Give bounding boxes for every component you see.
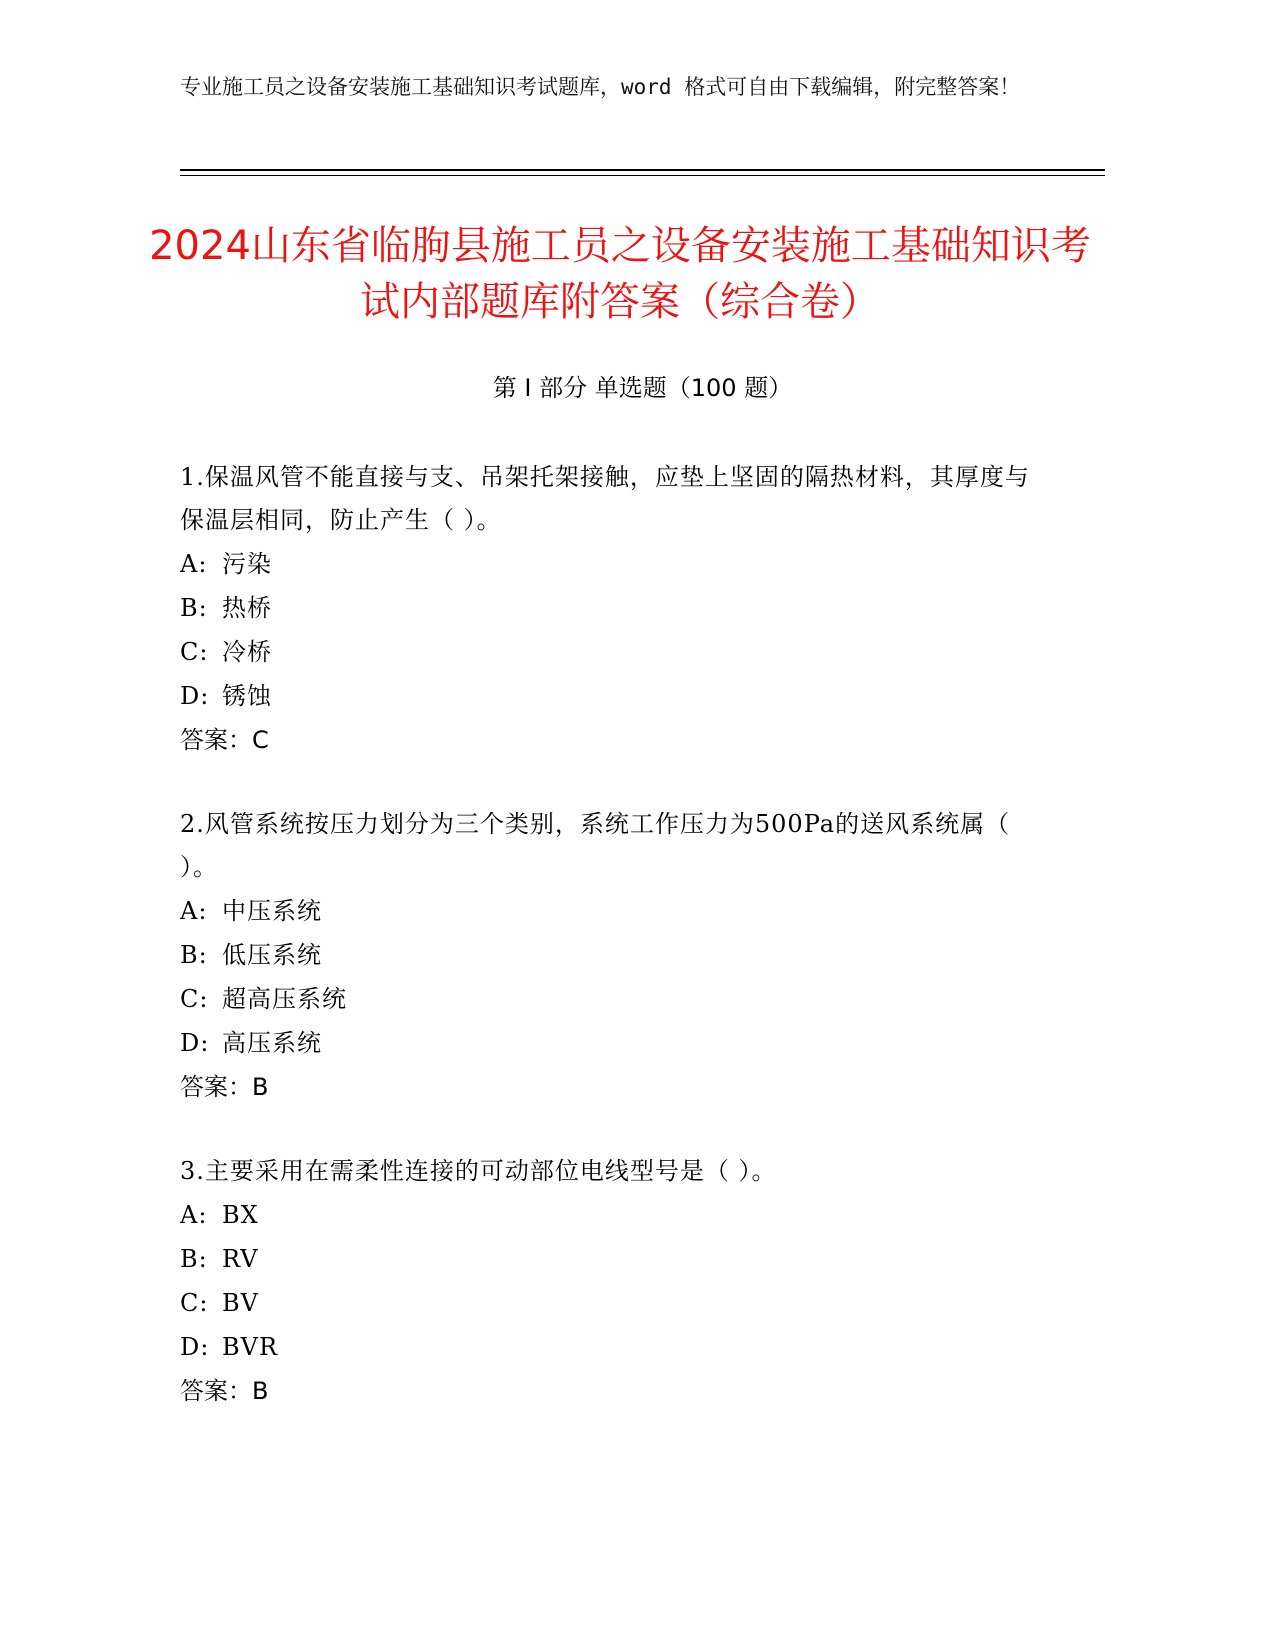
option-letter: A: [180,897,208,925]
option-letter: B: [180,594,208,622]
option-letter: B: [180,1245,208,1273]
option-text: BV [222,1289,259,1317]
option-letter: D: [180,1333,210,1361]
option-a [180,1193,1040,1237]
option-text: 污染 [222,550,272,578]
option-text: 低压系统 [222,941,322,969]
question-stem: 1.保温风管不能直接与支、吊架托架接触，应垫上坚固的隔热材料，其厚度与保温层相同，防止产生（ ）。 [180,463,1030,534]
option-d [180,1021,1040,1065]
option-letter: C: [180,1289,209,1317]
option-letter: B: [180,941,208,969]
option-text: BX [222,1201,259,1229]
option-b [180,933,1040,977]
option-c [180,630,1040,674]
option-a [180,542,1040,586]
option-letter: C: [180,638,209,666]
option-text: 高压系统 [222,1029,322,1057]
option-text: 锈蚀 [222,682,272,710]
question-stem: 3.主要采用在需柔性连接的可动部位电线型号是（ ）。 [180,1157,777,1185]
document-title: 2024山东省临朐县施工员之设备安装施工基础知识考试内部题库附答案（综合卷） [149,223,1091,325]
option-text: RV [222,1245,259,1273]
option-letter: D: [180,682,210,710]
option-a [180,889,1040,933]
option-text: 中压系统 [222,897,322,925]
answer-line: 答案：C [180,726,269,754]
option-text: 热桥 [222,594,272,622]
option-text: 冷桥 [222,638,272,666]
option-letter: A: [180,550,208,578]
option-letter: A: [180,1201,208,1229]
option-c [180,977,1040,1021]
question-stem: 2.风管系统按压力划分为三个类别，系统工作压力为500Pa的送风系统属（ ）。 [180,810,1011,881]
question-2 [180,803,1040,1109]
option-d [180,1325,1040,1369]
option-letter: D: [180,1029,210,1057]
option-b [180,1237,1040,1281]
option-b [180,586,1040,630]
question-1 [180,456,1040,762]
header-rule-thin [180,175,1105,176]
section-title: 第 I 部分 单选题（100 题） [492,374,793,402]
answer-line: 答案：B [180,1377,269,1405]
option-text: BVR [222,1333,279,1361]
option-text: 超高压系统 [222,985,347,1013]
question-3 [180,1150,1040,1413]
answer-line: 答案：B [180,1073,269,1101]
option-d [180,674,1040,718]
header-note: 专业施工员之设备安装施工基础知识考试题库，word 格式可自由下载编辑，附完整答案！ [180,75,1021,99]
header-rule-thick [180,169,1105,171]
option-letter: C: [180,985,209,1013]
option-c [180,1281,1040,1325]
